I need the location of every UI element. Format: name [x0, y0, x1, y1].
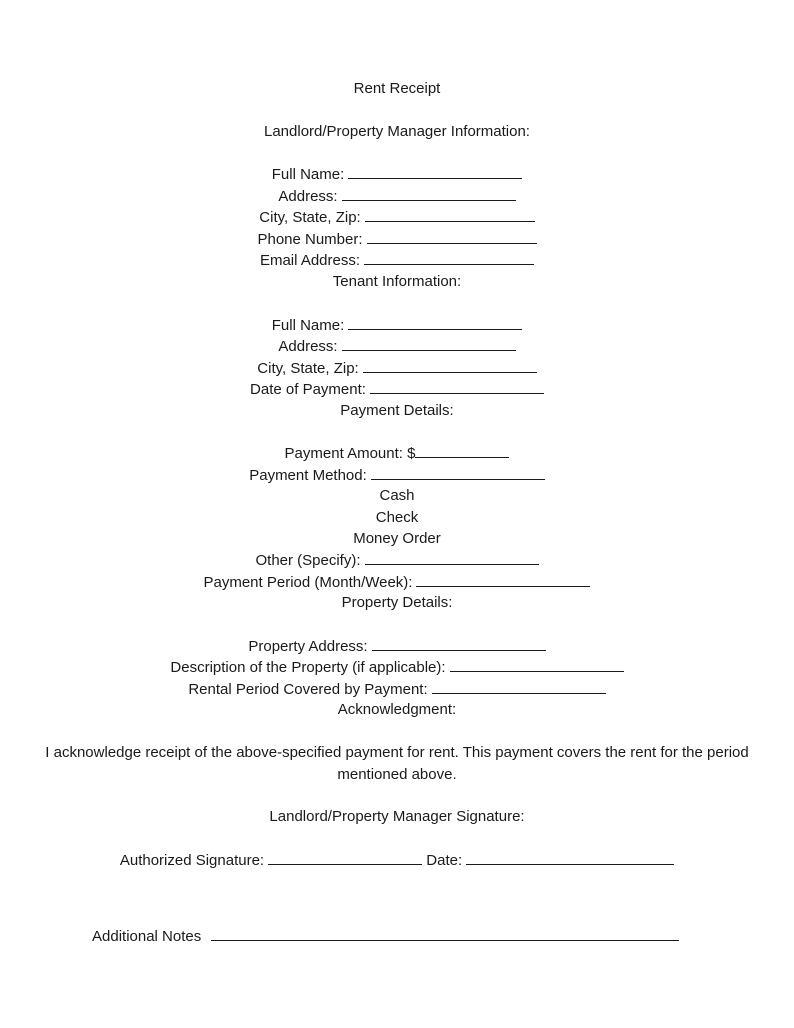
landlord-city-field[interactable] — [365, 207, 535, 222]
tenant-city-field[interactable] — [363, 358, 537, 373]
property-address-field[interactable] — [372, 636, 546, 651]
landlord-phone-label: Phone Number: — [257, 231, 363, 248]
additional-notes-field[interactable] — [211, 926, 679, 941]
tenant-payment-date-label: Date of Payment: — [250, 381, 366, 398]
payment-other-row — [0, 550, 794, 570]
tenant-full-name-row — [0, 315, 794, 335]
landlord-city-row — [0, 207, 794, 227]
tenant-section-heading: Tenant Information: — [332, 273, 462, 290]
signature-date-label: Date: — [426, 852, 463, 869]
payment-amount-label: Payment Amount: $ — [284, 445, 416, 462]
payment-other-field[interactable] — [365, 550, 539, 565]
property-description-field[interactable] — [450, 657, 624, 672]
landlord-phone-field[interactable] — [367, 229, 537, 244]
signature-date-field[interactable] — [466, 850, 674, 865]
landlord-address-field[interactable] — [342, 186, 516, 201]
landlord-full-name-label: Full Name: — [271, 166, 345, 183]
signature-section-heading: Landlord/Property Manager Signature: — [269, 808, 525, 825]
property-address-label: Property Address: — [248, 638, 368, 655]
payment-option-cash: Cash — [379, 487, 415, 504]
signature-row — [0, 850, 794, 870]
payment-period-field[interactable] — [416, 572, 590, 587]
landlord-city-label: City, State, Zip: — [259, 209, 361, 226]
authorized-signature-field[interactable] — [268, 850, 422, 865]
payment-period-row — [0, 572, 794, 592]
additional-notes-label: Additional Notes — [92, 928, 202, 945]
payment-other-label: Other (Specify): — [255, 552, 361, 569]
landlord-full-name-field[interactable] — [348, 164, 522, 179]
landlord-section-heading: Landlord/Property Manager Information: — [264, 123, 530, 140]
landlord-email-field[interactable] — [364, 250, 534, 265]
tenant-payment-date-row — [0, 379, 794, 399]
payment-option-check: Check — [375, 509, 419, 526]
payment-amount-field[interactable] — [415, 443, 509, 458]
document-title: Rent Receipt — [353, 80, 441, 97]
payment-method-label: Payment Method: — [249, 467, 367, 484]
landlord-address-label: Address: — [278, 188, 338, 205]
acknowledgment-text: I acknowledge receipt of the above-specified payment for rent. This payment covers the rent for the period mentioned above. — [45, 744, 749, 783]
payment-method-field[interactable] — [371, 465, 545, 480]
payment-period-label: Payment Period (Month/Week): — [203, 574, 413, 591]
tenant-payment-date-field[interactable] — [370, 379, 544, 394]
tenant-address-label: Address: — [278, 338, 338, 355]
property-description-label: Description of the Property (if applicable): — [170, 659, 446, 676]
tenant-address-field[interactable] — [342, 336, 516, 351]
authorized-signature-label: Authorized Signature: — [119, 852, 265, 869]
landlord-address-row — [0, 186, 794, 206]
tenant-city-row — [0, 358, 794, 378]
rental-period-field[interactable] — [432, 679, 606, 694]
payment-amount-row — [0, 443, 794, 463]
tenant-address-row — [0, 336, 794, 356]
landlord-email-row — [0, 250, 794, 270]
payment-option-money-order: Money Order — [353, 530, 441, 547]
additional-notes-row — [92, 926, 702, 946]
payment-method-row — [0, 465, 794, 485]
tenant-full-name-label: Full Name: — [271, 317, 345, 334]
property-address-row — [0, 636, 794, 656]
rental-period-label: Rental Period Covered by Payment: — [188, 681, 428, 698]
property-section-heading: Property Details: — [341, 594, 453, 611]
payment-section-heading: Payment Details: — [340, 402, 454, 419]
landlord-phone-row — [0, 229, 794, 249]
tenant-city-label: City, State, Zip: — [257, 360, 359, 377]
acknowledgment-heading: Acknowledgment: — [337, 701, 457, 718]
tenant-full-name-field[interactable] — [348, 315, 522, 330]
landlord-email-label: Email Address: — [259, 252, 361, 269]
rental-period-row — [0, 679, 794, 699]
landlord-full-name-row — [0, 164, 794, 184]
property-description-row — [0, 657, 794, 677]
